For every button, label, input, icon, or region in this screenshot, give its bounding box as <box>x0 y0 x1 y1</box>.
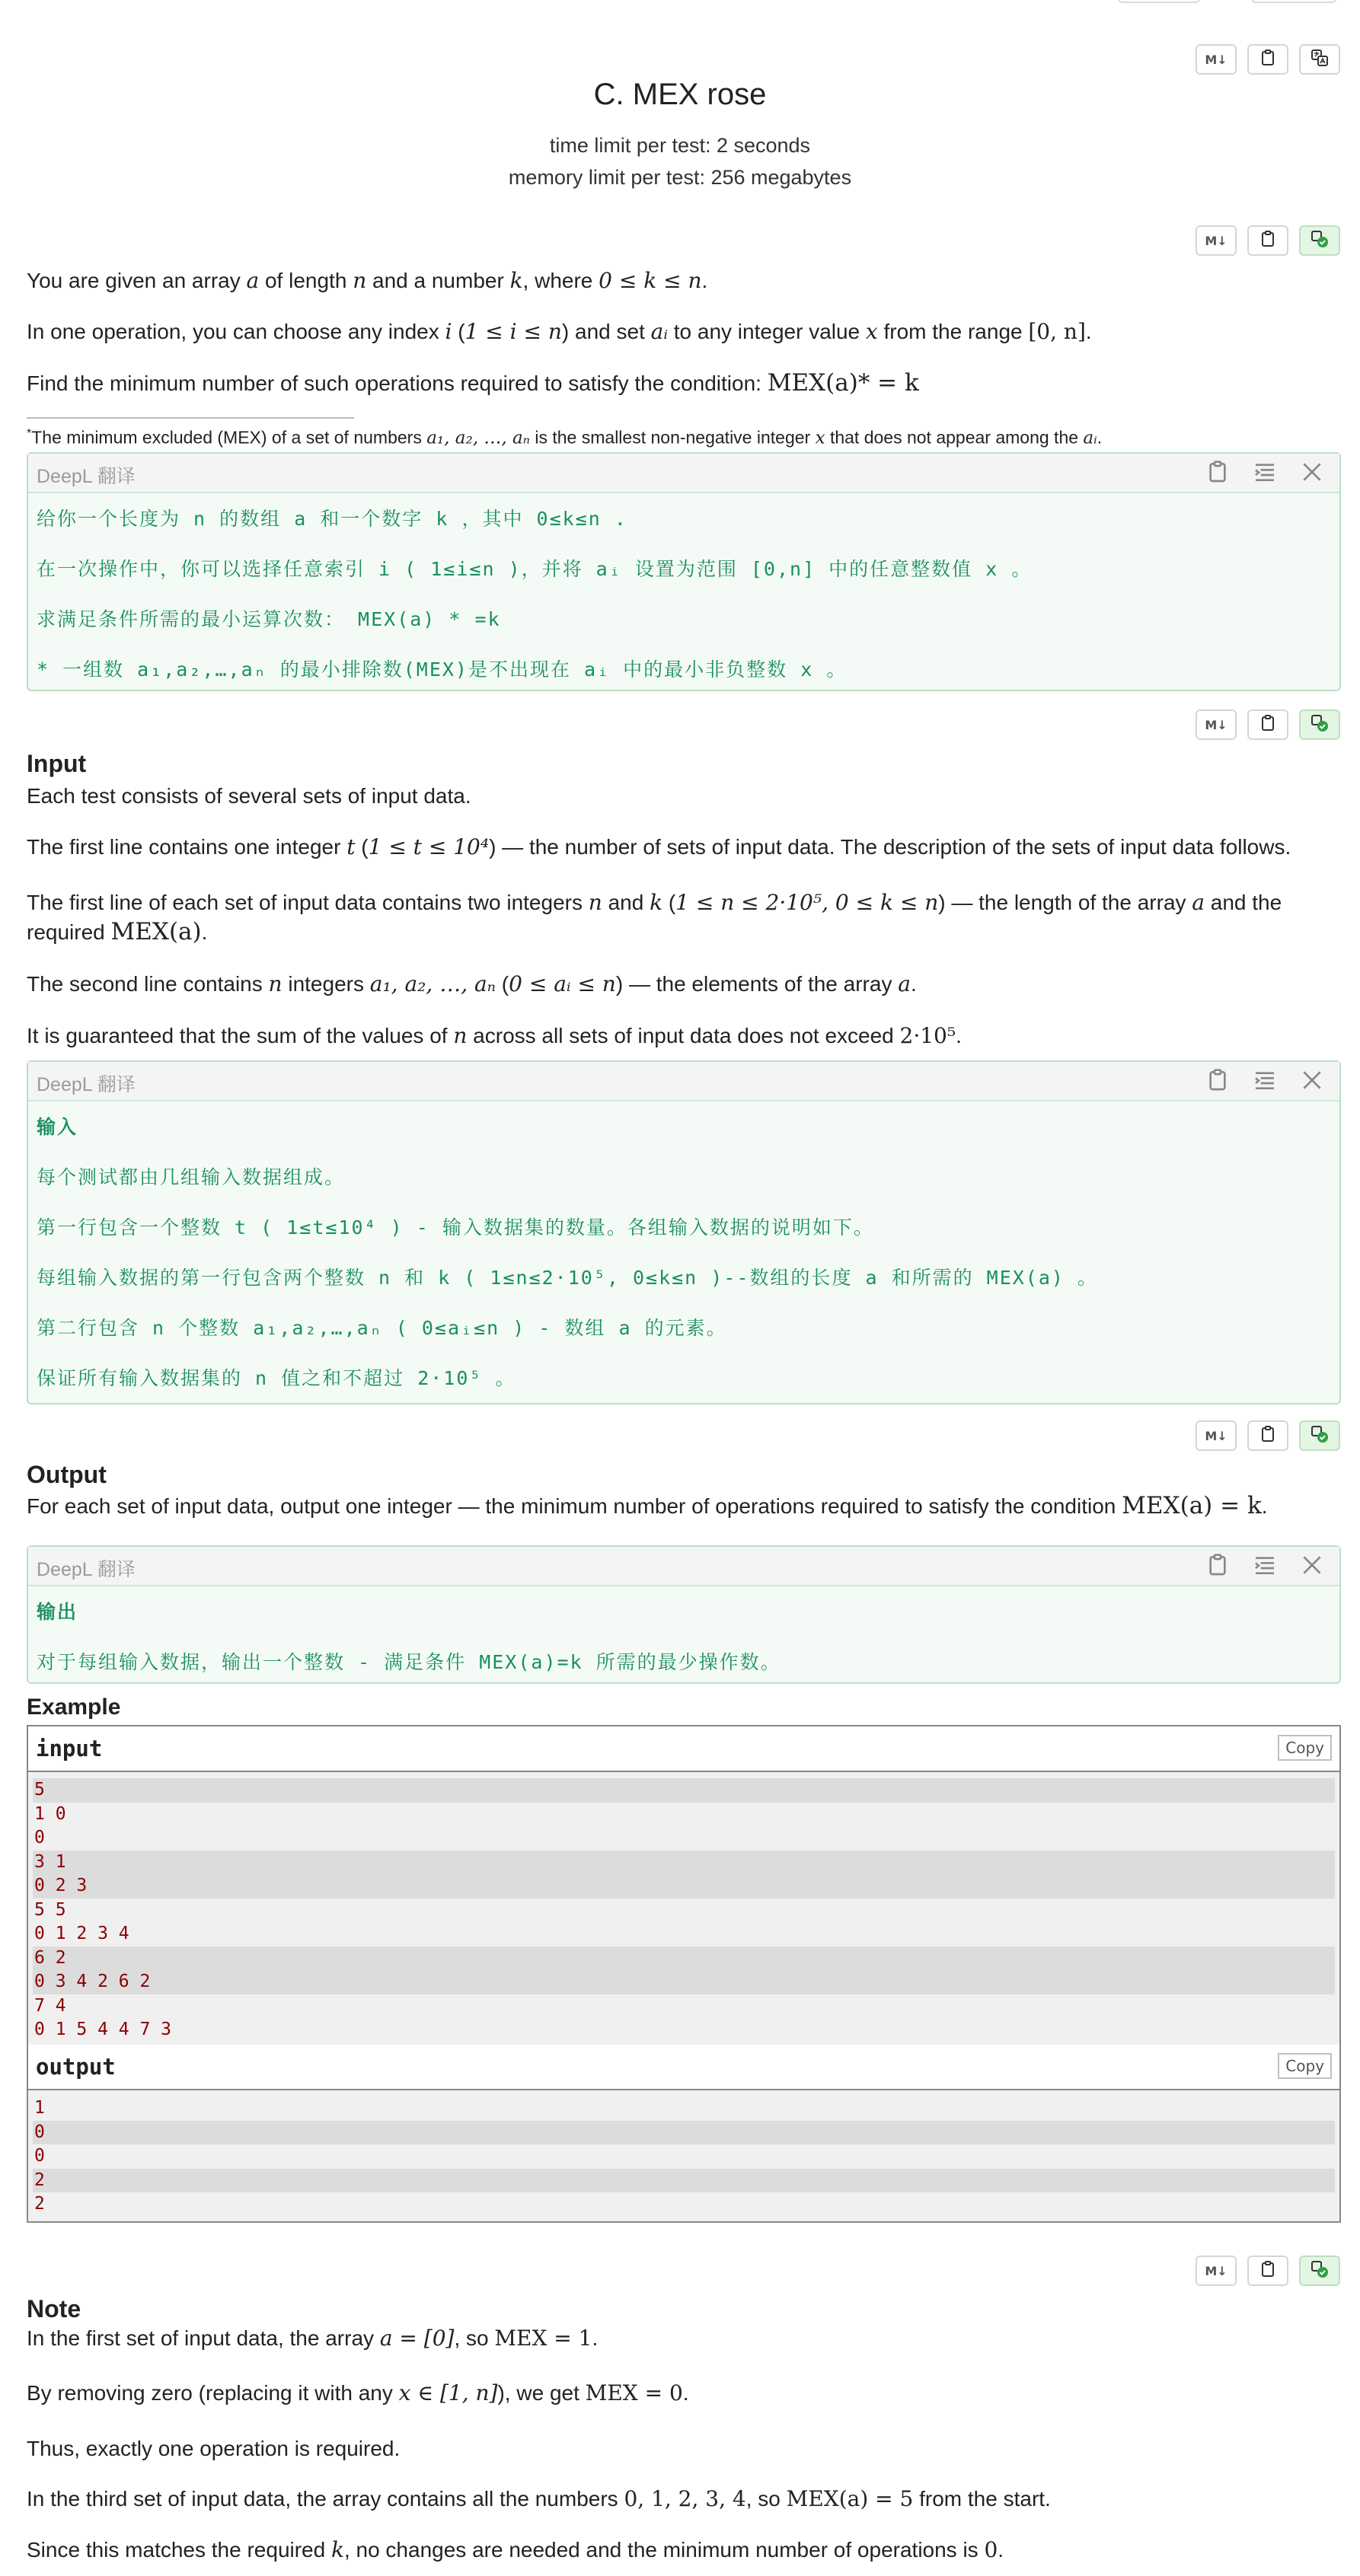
copy-button[interactable] <box>1247 1420 1288 1451</box>
example-input-line: 5 5 <box>34 1899 66 1920</box>
problem-title: C. MEX rose <box>593 78 767 111</box>
deepl-line: 第二行包含 n 个整数 a₁,a₂,…,aₙ ( 0≤aᵢ≤n ) - 数组 a 的元素。 <box>37 1317 727 1339</box>
copy-button[interactable] <box>1247 225 1288 256</box>
note-paragraph-5: Since this matches the required k, no changes are needed and the minimum number of operations is 0. <box>27 2537 1004 2562</box>
example-output-line: 2 <box>33 2169 1335 2193</box>
example-output-line: 1 <box>34 2098 45 2118</box>
example-output-line: 2 <box>34 2194 45 2214</box>
copy-button[interactable] <box>1247 709 1288 740</box>
translate-button[interactable] <box>1299 2256 1340 2286</box>
legend-paragraph-1: You are given an array a of length n and a number k, where 0 ≤ k ≤ n. <box>27 268 708 293</box>
deepl-line: 每组输入数据的第一行包含两个整数 n 和 k ( 1≤n≤2·10⁵, 0≤k≤n )--数组的长度 a 和所需的 MEX(a) 。 <box>37 1267 1099 1289</box>
copy-button[interactable] <box>1247 2256 1288 2286</box>
close-icon[interactable] <box>1300 1068 1324 1092</box>
markdown-button[interactable] <box>1196 225 1237 256</box>
deepl-heading: 输出 <box>37 1601 78 1623</box>
close-icon[interactable] <box>1300 460 1324 484</box>
deepl-header <box>28 454 1339 493</box>
deepl-heading: 输入 <box>37 1116 78 1138</box>
deepl-line: 保证所有输入数据集的 n 值之和不超过 2·10⁵ 。 <box>37 1367 516 1389</box>
translate-done-icon <box>1311 714 1329 735</box>
translate-button[interactable] <box>1299 709 1340 740</box>
example-output-label: output <box>36 2054 116 2080</box>
example-input-line: 0 3 4 2 6 2 <box>33 1970 1335 1994</box>
markdown-button[interactable] <box>1196 1420 1237 1451</box>
clipboard-icon <box>1259 230 1277 251</box>
clipboard-icon[interactable] <box>1205 1068 1230 1092</box>
example-input-line: 7 4 <box>34 1995 66 2016</box>
translate-done-icon <box>1311 230 1329 251</box>
clipboard-icon <box>1259 49 1277 70</box>
input-paragraph-3: The first line of each set of input data contains two integers n and k (1 ≤ n ≤ 2·10⁵, 0 ≤ k ≤ n) — the length of the array a and the required MEX(a). <box>27 890 1282 945</box>
translate-button[interactable] <box>1299 225 1340 256</box>
deepl-translation-output <box>27 1545 1341 1684</box>
close-icon[interactable] <box>1300 1553 1324 1577</box>
deepl-header <box>28 1062 1339 1101</box>
legend-paragraph-3: Find the minimum number of such operations required to satisfy the condition: MEX(a)* = k <box>27 369 919 397</box>
markdown-icon: M↓ <box>1205 52 1228 67</box>
deepl-line: 第一行包含一个整数 t ( 1≤t≤10⁴ ) - 输入数据集的数量。各组输入数据的说明如下。 <box>37 1216 874 1239</box>
deepl-header <box>28 1547 1339 1586</box>
example-output-box <box>27 2045 1341 2223</box>
deepl-line: 对于每组输入数据，输出一个整数 - 满足条件 MEX(a)=k 所需的最少操作数。 <box>37 1651 781 1673</box>
markdown-button[interactable] <box>1196 709 1237 740</box>
input-paragraph-5: It is guaranteed that the sum of the values of n across all sets of input data does not exceed 2·10⁵. <box>27 1023 962 1048</box>
time-limit: time limit per test: 2 seconds <box>549 134 811 157</box>
example-input-line: 1 0 <box>34 1803 66 1824</box>
deepl-line: 每个测试都由几组输入数据组成。 <box>37 1166 346 1188</box>
example-output-line: 0 <box>33 2121 1335 2145</box>
legend-paragraph-2: In one operation, you can choose any index i (1 ≤ i ≤ n) and set aᵢ to any integer value x from the range [0, n]. <box>27 319 1092 344</box>
example-heading: Example <box>27 1694 121 1720</box>
collapse-icon[interactable] <box>1253 460 1277 484</box>
example-input-body <box>28 1772 1339 2047</box>
markdown-icon: M↓ <box>1205 2263 1228 2278</box>
note-paragraph-1: In the first set of input data, the array a = [0], so MEX = 1. <box>27 2326 599 2351</box>
clipboard-icon <box>1259 2260 1277 2281</box>
translate-done-icon <box>1311 1425 1329 1446</box>
markdown-button[interactable] <box>1196 44 1237 75</box>
example-input-line: 6 2 <box>33 1946 1335 1971</box>
deepl-translation-legend <box>27 452 1341 691</box>
example-output-line: 0 <box>34 2146 45 2166</box>
clipboard-icon <box>1259 1425 1277 1446</box>
input-paragraph-4: The second line contains n integers a₁, a₂, …, aₙ (0 ≤ aᵢ ≤ n) — the elements of the array a. <box>27 971 917 996</box>
copy-input-button[interactable]: Copy <box>1278 1735 1332 1761</box>
deepl-line: 求满足条件所需的最小运算次数： MEX(a) * =k <box>37 608 501 630</box>
example-input-line: 3 1 <box>33 1851 1335 1875</box>
title-toolbar <box>1196 44 1340 75</box>
deepl-translation-input <box>27 1060 1341 1404</box>
output-paragraph-1: For each set of input data, output one integer — the minimum number of operations required to satisfy the condition MEX(a) = k. <box>27 1492 1268 1519</box>
top-control-stub <box>1118 0 1200 3</box>
memory-limit: memory limit per test: 256 megabytes <box>508 166 852 189</box>
example-input-line: 5 <box>33 1778 1335 1803</box>
collapse-icon[interactable] <box>1253 1553 1277 1577</box>
example-input-line: 0 1 5 4 4 7 3 <box>34 2020 172 2039</box>
translate-button[interactable] <box>1299 1420 1340 1451</box>
deepl-line: * 一组数 a₁,a₂,…,aₙ 的最小排除数(MEX)是不出现在 aᵢ 中的最小非负整数 x 。 <box>37 658 848 681</box>
footnote: *The minimum excluded (MEX) of a set of numbers a₁, a₂, …, aₙ is the smallest non-negative integer x that does not appear among the aᵢ. <box>27 427 1103 448</box>
note-heading: Note <box>27 2295 81 2323</box>
output-toolbar <box>1196 1420 1340 1451</box>
translate-done-icon <box>1311 2260 1329 2281</box>
input-paragraph-2: The first line contains one integer t (1 ≤ t ≤ 10⁴) — the number of sets of input data. The description of the sets of input data follows. <box>27 834 1291 859</box>
example-input-line: 0 2 3 <box>33 1874 1335 1899</box>
translate-button[interactable] <box>1299 44 1340 75</box>
deepl-line: 在一次操作中，你可以选择任意索引 i ( 1≤i≤n )，并将 aᵢ 设置为范围 [0,n] 中的任意整数值 x 。 <box>37 558 1033 580</box>
note-paragraph-2: By removing zero (replacing it with any x ∈ [1, n]), we get MEX = 0. <box>27 2380 689 2405</box>
example-output-body <box>28 2090 1339 2221</box>
markdown-icon: M↓ <box>1205 717 1228 732</box>
clipboard-icon[interactable] <box>1205 460 1230 484</box>
input-toolbar <box>1196 709 1340 740</box>
markdown-button[interactable] <box>1196 2256 1237 2286</box>
footnote-divider <box>27 417 354 419</box>
markdown-icon: M↓ <box>1205 1428 1228 1443</box>
top-control-stub <box>1251 0 1336 3</box>
input-heading: Input <box>27 750 87 777</box>
note-paragraph-3: Thus, exactly one operation is required. <box>27 2437 401 2460</box>
note-paragraph-4: In the third set of input data, the array contains all the numbers 0, 1, 2, 3, 4, so MEX(a) = 5 from the start. <box>27 2486 1051 2511</box>
clipboard-icon <box>1259 714 1277 735</box>
clipboard-icon[interactable] <box>1205 1553 1230 1577</box>
deepl-line: 给你一个长度为 n 的数组 a 和一个数字 k ，其中 0≤k≤n . <box>37 508 627 530</box>
translate-icon <box>1311 49 1329 70</box>
deepl-title: DeepL 翻译 <box>37 1559 136 1580</box>
example-input-label: input <box>36 1736 103 1761</box>
example-input-box <box>27 1725 1341 2048</box>
example-input-line: 0 <box>34 1828 45 1848</box>
example-input-line: 0 1 2 3 4 <box>34 1924 129 1943</box>
deepl-title: DeepL 翻译 <box>37 466 136 487</box>
copy-button[interactable] <box>1247 44 1288 75</box>
legend-toolbar <box>1196 225 1340 256</box>
output-heading: Output <box>27 1461 107 1488</box>
note-toolbar <box>1196 2256 1340 2286</box>
collapse-icon[interactable] <box>1253 1068 1277 1092</box>
markdown-icon: M↓ <box>1205 233 1228 248</box>
copy-output-button[interactable]: Copy <box>1278 2053 1332 2079</box>
deepl-title: DeepL 翻译 <box>37 1074 136 1095</box>
input-paragraph-1: Each test consists of several sets of input data. <box>27 784 471 808</box>
